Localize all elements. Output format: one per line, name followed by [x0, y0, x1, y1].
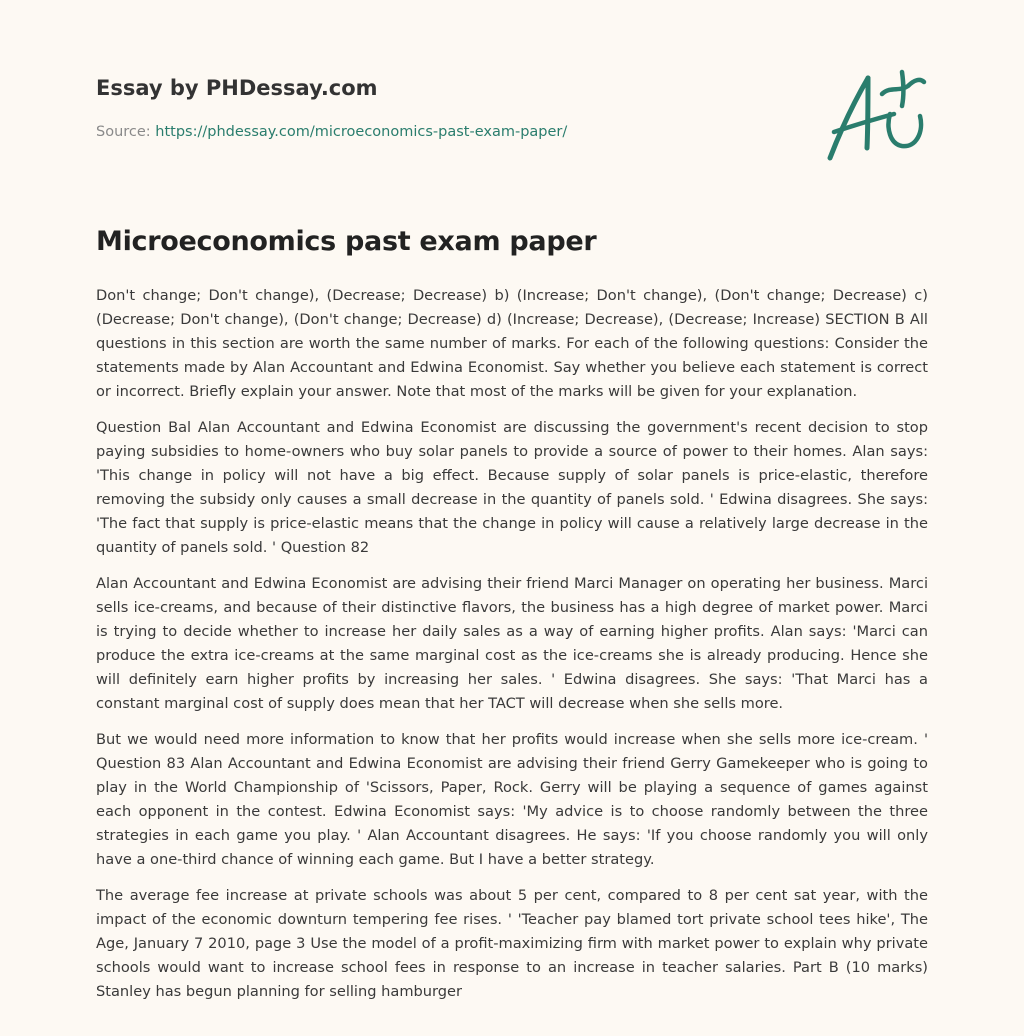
paragraph: Alan Accountant and Edwina Economist are advising their friend Marci Manager on operating her business. Marci sells ice-creams, and because of their distinctive flavors, the business has a high degree of market power. Marci is trying to decide whether to increase her daily sales as a way of earning higher profits. Alan says: 'Marci can produce the extra ice-creams at the same marginal cost as the ice-creams she is already producing. Hence she will definitely earn higher profits by increasing her sales. ' Edwina disagrees. She says: 'That Marci has a constant marginal cost of supply does mean that her TACT will decrease when she sells more.	[96, 575, 928, 712]
page-title: Microeconomics past exam paper	[96, 226, 597, 257]
paragraph: Don't change; Don't change), (Decrease; Decrease) b) (Increase; Don't change), (Don't change; Decrease) c) (Decrease; Don't change), (Don't change; Decrease) d) (Increase; Decrease), (Decrease; Increase) SECTION B All questions in this section are worth the same number of marks. For each of the following questions: Consider the statements made by Alan Accountant and Edwina Economist. Say whether you believe each statement is correct or incorrect. Briefly explain your answer. Note that most of the marks will be given for your explanation.	[96, 287, 928, 400]
site-brand: Essay by PHDessay.com	[96, 76, 378, 100]
a-plus-logo-icon	[824, 66, 928, 166]
source-link[interactable]: https://phdessay.com/microeconomics-past-exam-paper/	[155, 124, 568, 140]
paragraph: The average fee increase at private schools was about 5 per cent, compared to 8 per cent sat year, with the impact of the economic downturn tempering fee rises. ' 'Teacher pay blamed tort private school tees hike', The Age, January 7 2010, page 3 Use the model of a profit-maximizing firm with market power to explain why private schools would want to increase school fees in response to an increase in teacher salaries. Part B (10 marks) Stanley has begun planning for selling hamburger	[96, 887, 928, 1000]
source-label: Source:	[96, 124, 156, 140]
article-body	[96, 284, 928, 1016]
paragraph: But we would need more information to know that her profits would increase when she sells more ice-cream. ' Question 83 Alan Accountant and Edwina Economist are advising their friend Gerry Gamekeeper who is going to play in the World Championship of 'Scissors, Paper, Rock. Gerry will be playing a sequence of games against each opponent in the contest. Edwina Economist says: 'My advice is to choose randomly between the three strategies in each game you play. ' Alan Accountant disagrees. He says: 'If you choose randomly you will only have a one-third chance of winning each game. But I have a better strategy.	[96, 731, 928, 868]
source-line	[96, 124, 567, 140]
paragraph: Question Bal Alan Accountant and Edwina Economist are discussing the government's recent decision to stop paying subsidies to home-owners who buy solar panels to provide a source of power to their homes. Alan says: 'This change in policy will not have a big effect. Because supply of solar panels is price-elastic, therefore removing the subsidy only causes a small decrease in the quantity of panels sold. ' Edwina disagrees. She says: 'The fact that supply is price-elastic means that the change in policy will cause a relatively large decrease in the quantity of panels sold. ' Question 82	[96, 419, 928, 556]
